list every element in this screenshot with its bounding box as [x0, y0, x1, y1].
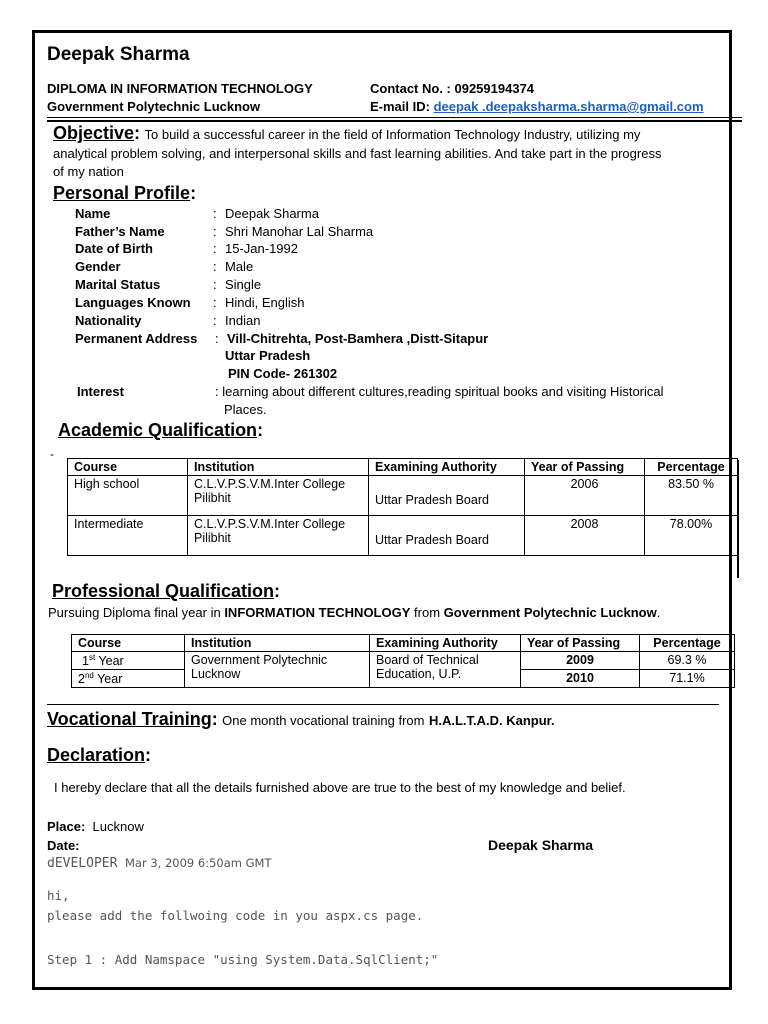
profile-value-name: Deepak Sharma: [225, 206, 319, 221]
header-rule-2: [47, 120, 742, 122]
degree-title: DIPLOMA IN INFORMATION TECHNOLOGY: [47, 81, 313, 96]
profile-label-dob: Date of Birth: [75, 241, 153, 256]
table-header-row: [68, 459, 738, 476]
table-row: 2nd Year 2010 71.1%: [72, 670, 735, 688]
table-row: High school C.L.V.P.S.V.M.Inter College Pilibhit Uttar Pradesh Board 2006 83.50 %: [68, 476, 738, 516]
profile-label-father: Father’s Name: [75, 224, 165, 239]
col-authority: Examining Authority: [369, 459, 525, 476]
comment-line-2: please add the follwoing code in you aspx.cs page.: [47, 908, 424, 923]
date-label: Date:: [47, 838, 80, 853]
profile-label-languages: Languages Known: [75, 295, 191, 310]
email-label: E-mail ID:: [370, 99, 430, 114]
academic-table: [67, 458, 738, 556]
candidate-name: Deepak Sharma: [47, 44, 190, 65]
address-line-1: Vill-Chitrehta, Post-Bamhera ,Distt-Sitapur: [227, 331, 489, 346]
declaration-text: I hereby declare that all the details furnished above are true to the best of my knowledge and belief.: [54, 780, 626, 795]
table-row: 1st Year Government Polytechnic Lucknow Board of Technical Education, U.P. 2009 69.3 %: [72, 652, 735, 670]
col-year: Year of Passing: [525, 459, 645, 476]
interest-line-1: : learning about different cultures,reading spiritual books and visiting Historical: [215, 384, 664, 399]
comment-header: [47, 855, 271, 871]
profile-label-name: Name: [75, 206, 111, 221]
col-percentage: Percentage: [645, 459, 738, 476]
stray-dash: -: [50, 447, 54, 461]
objective-line-3: of my nation: [53, 164, 124, 179]
table-edge-mark: [737, 460, 739, 578]
objective-line-2: analytical problem solving, and interpersonal skills and fast learning abilities. And take part in the progress: [53, 146, 662, 161]
table-header-row: Course Institution Examining Authority Year of Passing Percentage: [72, 635, 735, 652]
profile-value-gender: Male: [225, 259, 254, 274]
header-rule-1: [47, 117, 742, 118]
email-link[interactable]: deepak .deepaksharma.sharma@gmail.com: [433, 99, 704, 114]
interest-line-2: Places.: [224, 402, 267, 417]
col-institution: Institution: [188, 459, 369, 476]
vocational-line: Vocational Training: One month vocational training from H.A.L.T.A.D. Kanpur.: [47, 709, 555, 729]
address-line-2: Uttar Pradesh: [225, 348, 311, 363]
table-row: Intermediate C.L.V.P.S.V.M.Inter College Pilibhit Uttar Pradesh Board 2008 78.00%: [68, 516, 738, 556]
declaration-heading: Declaration:: [47, 745, 152, 765]
comment-author: dEVELOPER: [47, 856, 118, 871]
contact-number: Contact No. : 09259194374: [370, 81, 535, 96]
profile-value-nationality: Indian: [225, 313, 261, 328]
academic-heading: Academic Qualification:: [58, 420, 264, 440]
comment-timestamp: Mar 3, 2009 6:50am GMT: [124, 856, 272, 870]
comment-line-3: Step 1 : Add Namspace "using System.Data.SqlClient;": [47, 952, 439, 967]
address-line-3: PIN Code- 261302: [228, 366, 338, 381]
profile-value-father: Shri Manohar Lal Sharma: [225, 224, 374, 239]
profile-value-marital: Single: [225, 277, 262, 292]
profile-label-nationality: Nationality: [75, 313, 142, 328]
objective-line-1: Objective: To build a successful career in the field of Information Technology Industry, utilizing my: [53, 123, 641, 143]
col-course: Course: [68, 459, 188, 476]
comment-line-1: hi,: [47, 888, 70, 903]
profile-label-address: Permanent Address: [75, 331, 198, 346]
objective-heading: Objective: [53, 123, 135, 143]
profile-value-dob: 15-Jan-1992: [225, 241, 298, 256]
section-rule: [47, 704, 719, 705]
college-name: Government Polytechnic Lucknow: [47, 99, 261, 114]
vocational-heading: Vocational Training: [47, 709, 212, 729]
profile-value-languages: Hindi, English: [225, 295, 305, 310]
place-line: Place: Lucknow: [47, 819, 144, 834]
professional-intro: Pursuing Diploma final year in INFORMATION TECHNOLOGY from Government Polytechnic Lucknow.: [48, 605, 661, 620]
profile-label-marital: Marital Status: [75, 277, 161, 292]
signature-name: Deepak Sharma: [488, 837, 594, 853]
profile-label-interest: Interest: [77, 384, 124, 399]
personal-profile-heading: Personal Profile:: [53, 183, 197, 203]
profile-label-gender: Gender: [75, 259, 121, 274]
professional-table: [71, 634, 735, 688]
email-row: [370, 99, 704, 114]
professional-heading: Professional Qualification:: [52, 581, 281, 601]
